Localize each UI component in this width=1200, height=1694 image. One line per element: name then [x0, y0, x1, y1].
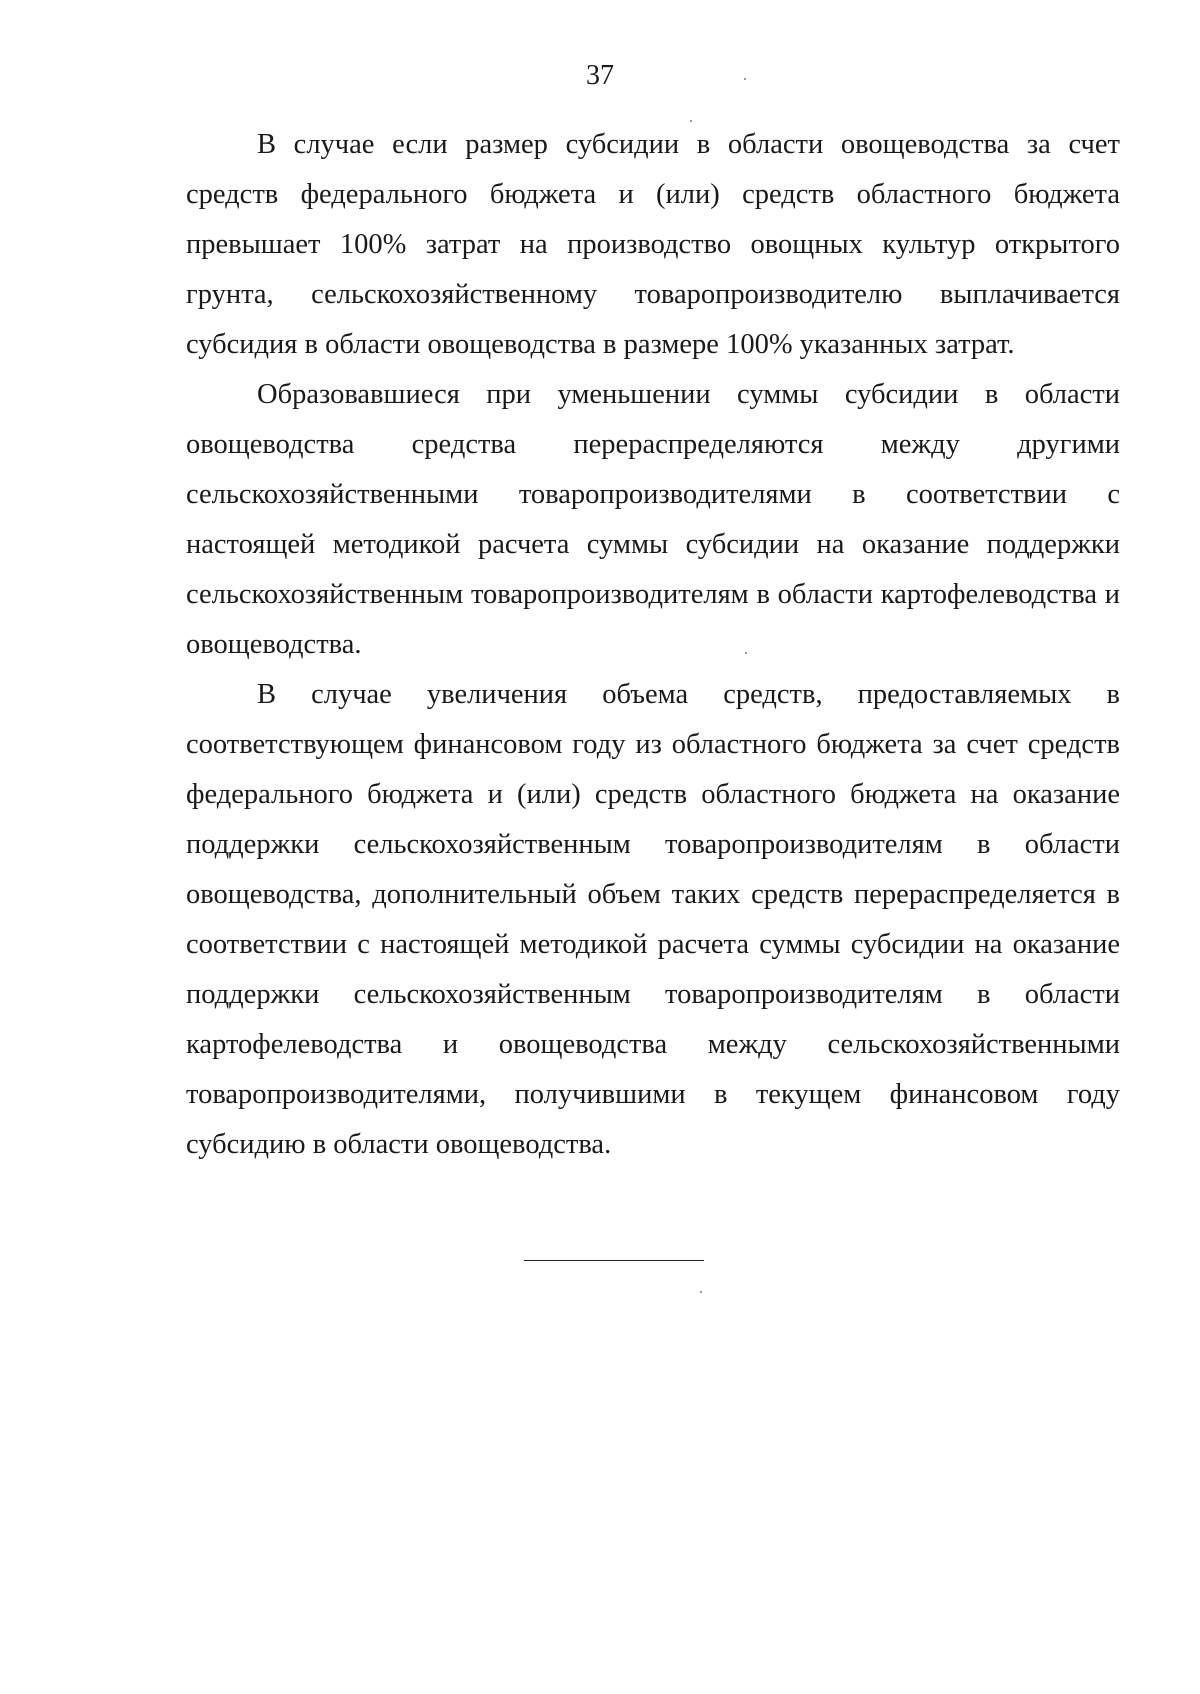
scan-speck: [700, 1291, 702, 1293]
paragraph-subsidy-cap: В случае если размер субсидии в области овощеводства за счет средств федерального бюджета и (или) средств областного бюджета превышает 100% затрат на производство овощных культур открытого грунта, сельскохозяйственному товаропроизводителю выплачивается субсидия в области овощеводства в размере 100% указанных затрат.: [186, 129, 1120, 360]
document-body: [186, 120, 1120, 1170]
page-number: 37: [586, 60, 614, 91]
end-of-text-rule: [524, 1260, 704, 1261]
scan-speck: [690, 120, 692, 122]
scan-speck: [744, 78, 746, 80]
scan-speck: [745, 652, 747, 654]
paragraph-redistribution-on-increase: В случае увеличения объема средств, предоставляемых в соответствующем финансовом году из областного бюджета за счет средств федерального бюджета и (или) средств областного бюджета на оказание поддержки сельскохозяйственным товаропроизводителям в области овощеводства, дополнительный объем таких средств перераспределяется в соответствии с настоящей методикой расчета суммы субсидии на оказание поддержки сельскохозяйственным товаропроизводителям в области картофелеводства и овощеводства между сельскохозяйственными товаропроизводителями, получившими в текущем финансовом году субсидию в области овощеводства.: [186, 679, 1120, 1160]
paragraph-redistribution-on-decrease: Образовавшиеся при уменьшении суммы субсидии в области овощеводства средства перераспределяются между другими сельскохозяйственными товаропроизводителями в соответствии с настоящей методикой расчета суммы субсидии на оказание поддержки сельскохозяйственным товаропроизводителям в области картофелеводства и овощеводства.: [186, 379, 1120, 660]
